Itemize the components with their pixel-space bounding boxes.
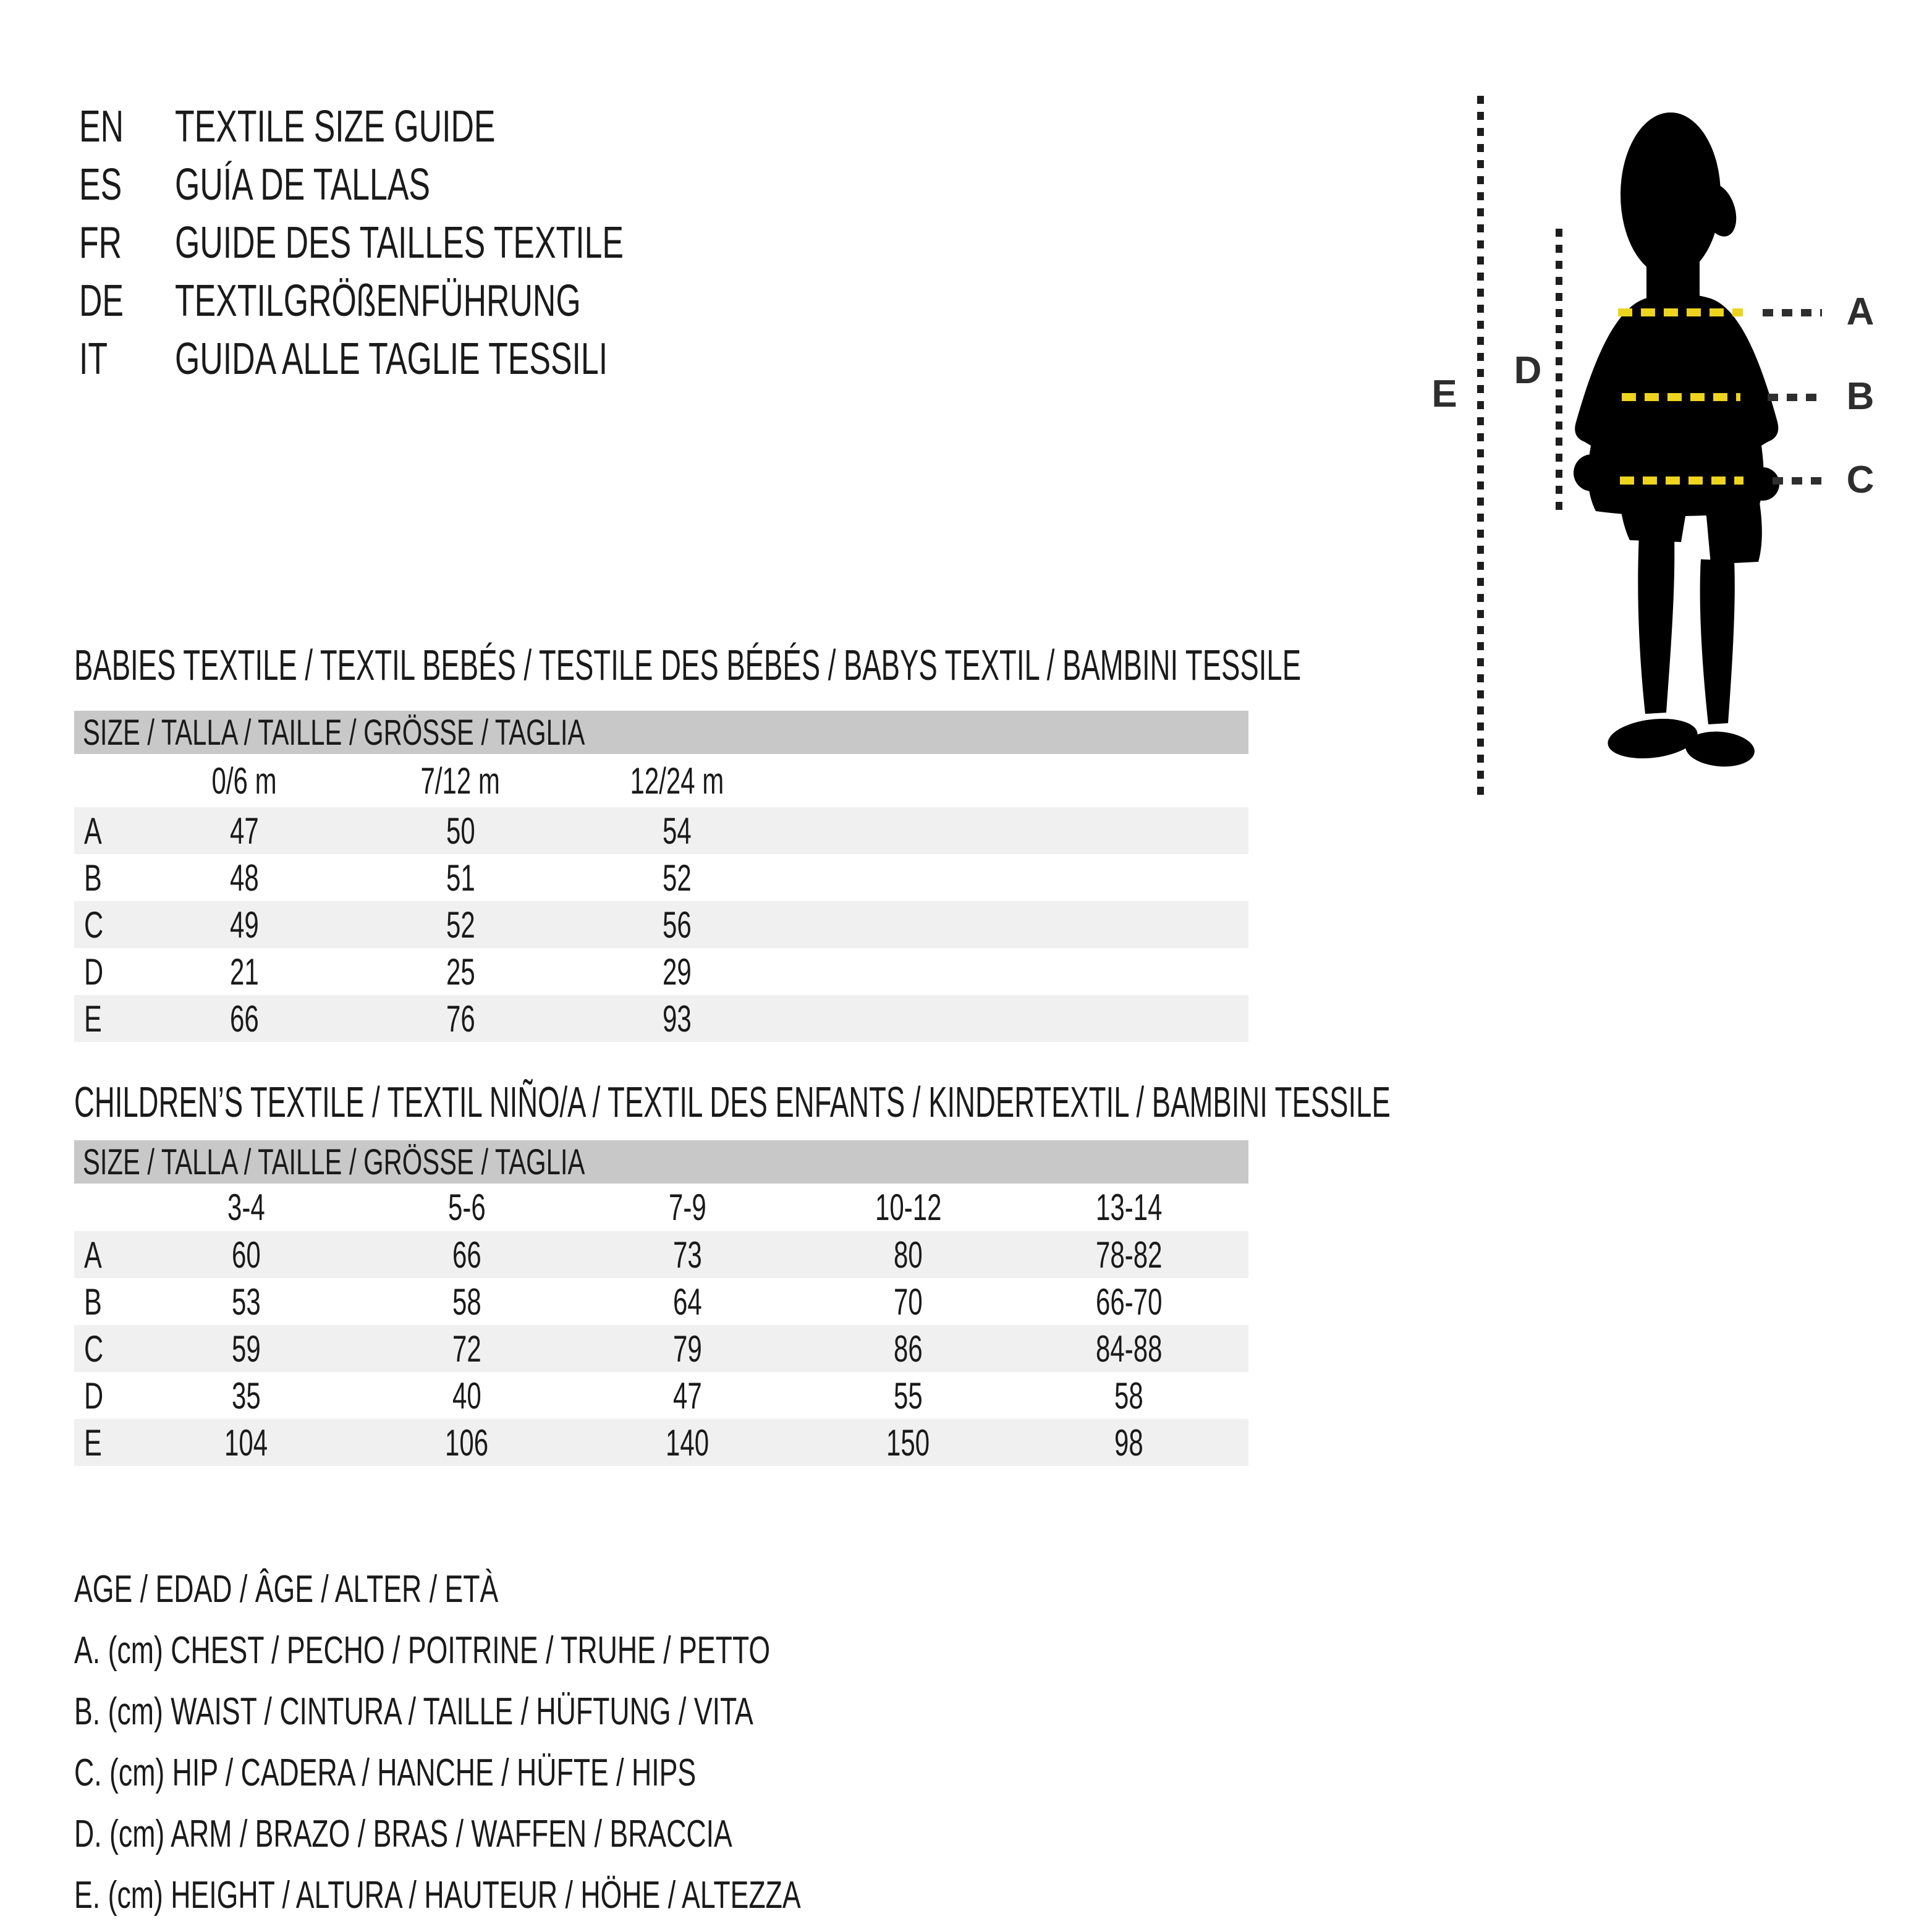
babies-size-table [74,711,1248,1042]
row-label: B [84,857,102,899]
column-header: 5-6 [448,1187,486,1228]
row-label: E [84,1421,102,1464]
table-cell: 106 [445,1421,489,1464]
guide-title: TEXTILE SIZE GUIDE [175,102,496,151]
waist-measure-line-yellow [1622,393,1740,401]
children-size-table [74,1140,1248,1466]
table-cell: 55 [894,1375,923,1417]
arm-measure-label: D [1514,349,1542,392]
table-cell: 66 [229,998,259,1040]
table-cell: 25 [446,951,475,993]
guide-title: GUÍA DE TALLAS [175,160,430,210]
table-cell: 140 [666,1421,710,1464]
row-label: C [84,1328,104,1370]
table-cell: 86 [894,1328,923,1370]
table-cell: 72 [452,1328,481,1370]
table-cell: 29 [662,951,692,993]
legend-line-hip: C. (cm) HIP / CADERA / HANCHE / HÜFTE / HIPS [74,1752,697,1794]
height-measure-dotted-line [1477,96,1484,798]
row-label: D [84,951,104,993]
language-code: EN [79,102,124,151]
table-cell: 47 [229,810,259,852]
table-cell: 104 [224,1421,268,1464]
row-label: D [84,1375,104,1417]
table-row [74,1278,1248,1325]
table-cell: 64 [673,1281,702,1323]
hip-measure-line-dark [1773,477,1822,485]
table-cell: 66 [452,1234,481,1276]
arm-measure-dotted-line [1556,229,1562,511]
table-row [74,1372,1248,1419]
language-title-list [79,98,798,388]
table-cell: 48 [229,857,259,899]
table-cell: 56 [662,904,692,946]
table-cell: 78-82 [1095,1234,1163,1276]
language-code: IT [79,334,108,384]
babies-table-header-bar: SIZE / TALLA / TAILLE / GRÖSSE / TAGLIA [74,711,1248,754]
table-cell: 150 [886,1421,930,1464]
table-cell: 80 [894,1234,923,1276]
table-cell: 58 [1114,1375,1143,1417]
language-row-fr [79,214,798,272]
table-row [74,1325,1248,1372]
column-header: 10-12 [875,1187,942,1228]
guide-title: GUIDA ALLE TAGLIE TESSILI [175,334,608,384]
column-header: 13-14 [1095,1187,1163,1228]
chest-measure-line-yellow [1618,308,1743,316]
table-row [74,948,1248,995]
language-row-de [79,272,798,330]
table-cell: 59 [232,1328,261,1370]
row-label: E [84,998,102,1040]
table-cell: 47 [673,1375,702,1417]
column-header: 12/24 m [630,760,724,802]
legend-line-waist: B. (cm) WAIST / CINTURA / TAILLE / HÜFTUNG / VITA [74,1690,753,1733]
babies-section-heading: BABIES TEXTILE / TEXTIL BEBÉS / TESTILE DES BÉBÉS / BABYS TEXTIL / BAMBINI TESSILE [74,641,1302,689]
height-measure-label: E [1431,373,1457,415]
legend-line-age: AGE / EDAD / ÂGE / ALTER / ETÀ [74,1568,499,1611]
language-row-es [79,156,798,214]
children-table-header-bar: SIZE / TALLA / TAILLE / GRÖSSE / TAGLIA [74,1140,1248,1184]
table-cell: 79 [673,1328,702,1370]
table-cell: 52 [662,857,692,899]
legend-line-chest: A. (cm) CHEST / PECHO / POITRINE / TRUHE / PETTO [74,1629,771,1672]
table-cell: 73 [673,1234,702,1276]
table-cell: 53 [232,1281,261,1323]
table-row [74,995,1248,1042]
table-cell: 54 [662,810,692,852]
hip-measure-line-yellow [1620,477,1743,485]
table-cell: 93 [662,998,692,1040]
table-cell: 50 [446,810,475,852]
row-label: A [84,1234,102,1276]
row-label: B [84,1281,102,1323]
row-label: C [84,904,104,946]
table-cell: 60 [232,1234,261,1276]
guide-title: GUIDE DES TAILLES TEXTILE [175,218,624,268]
babies-column-header-row [74,754,1248,807]
legend-line-arm: D. (cm) ARM / BRAZO / BRAS / WAFFEN / BRACCIA [74,1813,732,1855]
column-header: 7-9 [669,1187,706,1228]
table-cell: 76 [446,998,475,1040]
table-cell: 84-88 [1095,1328,1163,1370]
chest-measure-label: A [1846,290,1875,333]
guide-title: TEXTILGRÖßENFÜHRUNG [175,276,581,326]
table-cell: 35 [232,1375,261,1417]
legend-line-height: E. (cm) HEIGHT / ALTURA / HAUTEUR / HÖHE / ALTEZZA [74,1874,801,1917]
table-row [74,901,1248,948]
column-header: 0/6 m [211,760,277,802]
waist-measure-label: B [1846,375,1875,418]
column-header: 7/12 m [420,760,501,802]
table-row [74,1231,1248,1278]
language-code: FR [79,218,122,268]
table-cell: 52 [446,904,475,946]
table-cell: 98 [1114,1421,1143,1464]
language-row-it [79,330,798,388]
table-cell: 21 [229,951,259,993]
table-row [74,807,1248,854]
children-section-heading: CHILDREN’S TEXTILE / TEXTIL NIÑO/A / TEXTIL DES ENFANTS / KINDERTEXTIL / BAMBINI TESSILE [74,1078,1391,1126]
children-column-header-row [74,1184,1248,1231]
language-row-en [79,98,798,156]
table-cell: 70 [894,1281,923,1323]
table-cell: 51 [446,857,475,899]
waist-measure-line-dark [1768,394,1822,401]
chest-measure-line-dark [1763,309,1822,316]
table-row [74,854,1248,901]
table-cell: 58 [452,1281,481,1323]
measurement-legend [74,1559,1083,1926]
table-cell: 40 [452,1375,481,1417]
hip-measure-label: C [1846,459,1875,501]
table-cell: 49 [229,904,259,946]
language-code: ES [79,160,122,210]
table-row [74,1419,1248,1466]
language-code: DE [79,276,124,326]
column-header: 3-4 [227,1187,265,1228]
row-label: A [84,810,102,852]
table-cell: 66-70 [1095,1281,1163,1323]
